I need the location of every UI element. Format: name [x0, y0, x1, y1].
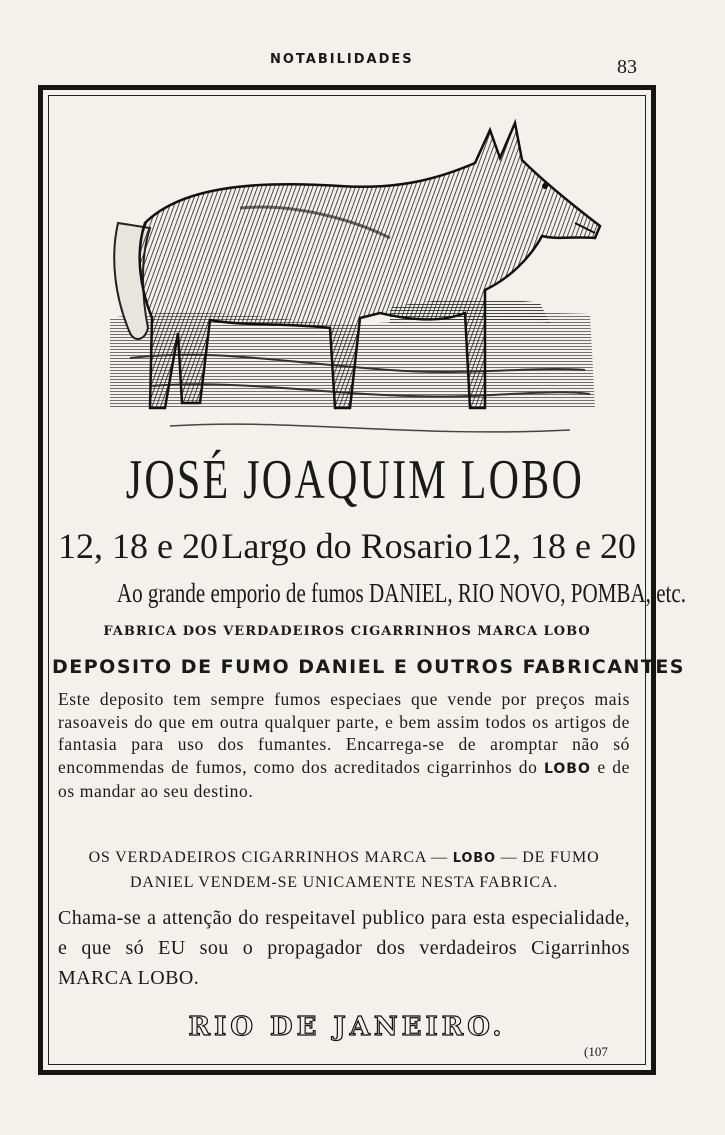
brand-lobo: LOBO	[543, 760, 591, 777]
address-numbers-left: 12, 18 e 20	[58, 526, 218, 566]
paragraph-attention: Chama-se a attenção do respeitavel publico para esta especialidade, e que só EU sou o propagador dos verdadeiros Cigarrinhos MARCA LOBO.	[58, 907, 630, 989]
advertiser-name: JOSÉ JOAQUIM LOBO	[125, 449, 585, 511]
emporio-line: Ao grande emporio de fumos DANIEL, RIO NOVO, POMBA, etc.	[116, 578, 687, 608]
paragraph-deposit-end: e de os mandar ao seu destino.	[58, 756, 630, 801]
deposito-heading: DEPOSITO DE FUMO DANIEL E OUTROS FABRICANTES	[52, 656, 685, 678]
paragraph-sale-end: — DE FUMO DANIEL VENDEM-SE UNICAMENTE NESTA FABRICA.	[129, 849, 600, 891]
address-street: Largo do Rosario	[221, 526, 473, 566]
page-number: 83	[617, 56, 637, 78]
plate-number: (107	[584, 1044, 608, 1059]
brand-lobo-sale: LOBO	[452, 851, 496, 866]
address-numbers-right: 12, 18 e 20	[476, 526, 636, 566]
paragraph-deposit	[58, 688, 630, 803]
paragraph-sale-text: OS VERDADEIROS CIGARRINHOS MARCA —	[88, 849, 448, 866]
address-line	[52, 525, 642, 567]
wolf-engraving	[90, 108, 610, 448]
city-line: RIO DE JANEIRO.	[188, 1012, 506, 1042]
paragraph-deposit-text: Este deposito tem sempre fumos especiaes que vende por preços mais rasoaveis do que em outra qualquer parte, e bem assim todos os artigos de fantasia para uso dos fumantes. Encarrega-se de aromptar não só encommendas de fumos, como dos acreditados cigarrinhos do	[58, 689, 630, 777]
running-title: NOTABILIDADES	[270, 52, 414, 67]
fabrica-line: FABRICA DOS VERDADEIROS CIGARRINHOS MARCA LOBO	[103, 624, 591, 639]
paragraph-sale	[58, 846, 630, 895]
